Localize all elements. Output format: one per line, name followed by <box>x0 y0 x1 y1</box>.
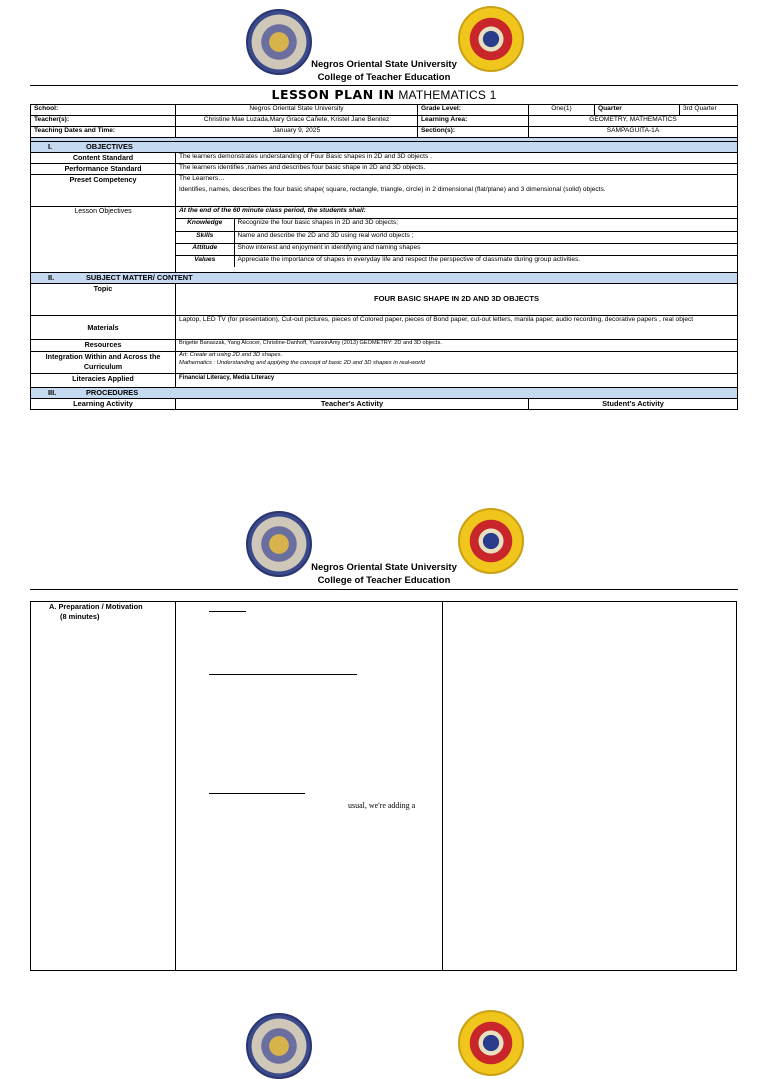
school-value: Negros Oriental State University <box>176 105 418 116</box>
section-value: SAMPAGUITA-1A <box>529 127 738 138</box>
learning-activity-header: Learning Activity <box>31 399 176 410</box>
school-label: School: <box>31 105 176 116</box>
university-name: Negros Oriental State University <box>311 562 457 573</box>
integration-label: Integration Within and Across the Curriculum <box>31 352 176 374</box>
performance-standard-value: The learners identifies ,names and describes four basic shape in 2D and 3D objects. <box>176 164 738 175</box>
performance-standard-label: Performance Standard <box>31 164 176 175</box>
blank-line <box>209 611 246 612</box>
title-subject: MATHEMATICS 1 <box>398 88 497 102</box>
university-seal-logo <box>458 1010 524 1076</box>
procedures-title: PROCEDURES <box>86 388 139 397</box>
college-name: College of Teacher Education <box>317 575 451 586</box>
domain-text: Show interest and enjoyment in identifying and naming shapes <box>234 243 737 255</box>
lesson-objectives-intro: At the end of the 60 minute class period, the students shall: <box>176 207 737 219</box>
domain-name: Skills <box>176 231 234 243</box>
student-activity-cell <box>443 602 737 971</box>
blank-line <box>209 793 305 794</box>
integration-art: Art: Create art using 2D and 3D shapes. <box>179 352 283 358</box>
grade-label: Grade Level: <box>418 105 529 116</box>
literacies-label: Literacies Applied <box>31 374 176 388</box>
competency-line-1: The Learners… <box>179 175 225 182</box>
activity-label-cell <box>31 602 176 971</box>
integration-math: Mathematics : Understanding and applying the concept of basic 2D and 3D shapes in real-world <box>179 359 425 366</box>
area-label: Learning Area: <box>418 116 529 127</box>
blank-line <box>209 674 357 675</box>
grade-value: One(1) <box>529 105 595 116</box>
teacher-text-fragment: usual, we're adding a <box>348 801 416 810</box>
subject-title: SUBJECT MATTER/ CONTENT <box>86 273 193 282</box>
teacher-activity-header: Teacher's Activity <box>176 399 529 410</box>
procedures-num: III. <box>48 388 57 397</box>
college-name: College of Teacher Education <box>317 72 451 83</box>
quarter-label: Quarter <box>595 105 680 116</box>
topic-label: Topic <box>31 284 176 316</box>
university-name: Negros Oriental State University <box>311 59 457 70</box>
domain-name: Attitude <box>176 243 234 255</box>
teachers-label: Teacher(s): <box>31 116 176 127</box>
teacher-activity-cell <box>176 602 443 971</box>
topic-value: FOUR BASIC SHAPE IN 2D AND 3D OBJECTS <box>176 284 738 316</box>
domain-name: Knowledge <box>176 219 234 231</box>
section-label: Section(s): <box>418 127 529 138</box>
objectives-num: I. <box>48 142 53 151</box>
area-value: GEOMETRY, MATHEMATICS <box>529 116 738 127</box>
domain-text: Recognize the four basic shapes in 2D and 3D objects; <box>234 219 737 231</box>
activity-label: A. Preparation / Motivation <box>49 602 143 611</box>
lesson-objectives-label: Lesson Objectives <box>31 207 176 273</box>
competency-line-2: Identifies, names, describes the four basic shape( square, rectangle, triangle, circle) in 2 dimensional (flat/plane) and 3 dimensional (solid) objects. <box>179 185 606 193</box>
college-seal-logo <box>246 1013 312 1079</box>
subject-num: II. <box>48 273 55 282</box>
quarter-value: 3rd Quarter <box>680 105 738 116</box>
resources-label: Resources <box>31 340 176 352</box>
dates-label: Teaching Dates and Time: <box>31 127 176 138</box>
domain-name: Values <box>176 255 234 267</box>
materials-value: Laptop, LED TV (for presentation), Cut-out pictures, pieces of Colored paper, pieces of Bond paper, cut-out letters, manila paper, audio recording, decorative papers , real object <box>176 316 738 340</box>
header-divider <box>30 589 738 590</box>
procedures-table <box>30 601 737 971</box>
title-bold: LESSON PLAN IN <box>271 87 395 102</box>
student-activity-header: Student's Activity <box>529 399 738 410</box>
resources-value: Brigette Banaszak, Yang Alcocer, Christine-Danhoff, YuanxinAmy (2013) GEOMETRY: 2D and 3D objects. <box>176 340 738 352</box>
content-standard-value: The learners demonstrates understanding of Four Basic shapes in 2D and 3D objects . <box>176 153 738 164</box>
objectives-title: OBJECTIVES <box>86 142 133 151</box>
domain-text: Appreciate the importance of shapes in everyday life and respect the perspective of classmate during group activities. <box>234 255 737 267</box>
content-standard-label: Content Standard <box>31 153 176 164</box>
materials-label: Materials <box>31 316 176 340</box>
activity-time: (8 minutes) <box>60 611 100 621</box>
literacies-value: Financial Literacy, Media Literacy <box>176 374 738 388</box>
domain-text: Name and describe the 2D and 3D using real world objects ; <box>234 231 737 243</box>
competency-label: Preset Competency <box>31 175 176 207</box>
dates-value: January 9, 2025 <box>176 127 418 138</box>
teachers-value: Christine Mae Luzada,Mary Grace Cañete, Kristel Jane Benitez <box>176 116 418 127</box>
